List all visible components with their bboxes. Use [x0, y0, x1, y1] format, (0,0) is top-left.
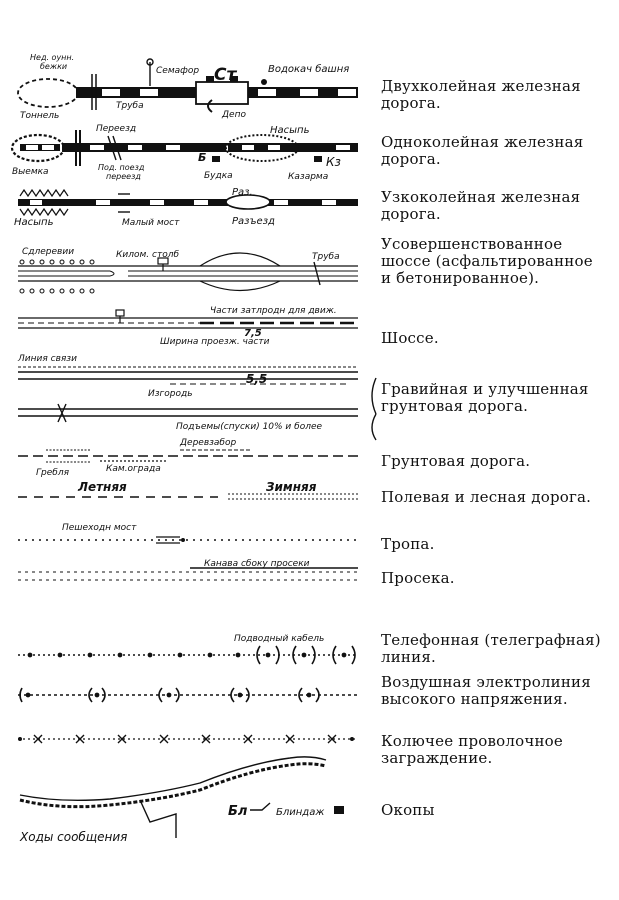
label-summer: Летняя: [78, 480, 127, 494]
label-bl: Бл: [228, 804, 248, 819]
label-slopes: Подъемы(спуски) 10% и более: [176, 422, 323, 432]
symbol-telephone-line: [18, 646, 358, 664]
label-winter: Зимняя: [266, 480, 317, 494]
label-embankment: Насыпь: [270, 125, 310, 136]
label-communication: Ходы сообщения: [20, 830, 128, 844]
label-wood-fence: Деревзабор: [180, 438, 237, 448]
label-small-bridge: Малый мост: [122, 218, 180, 228]
water-tower-dot: [261, 79, 267, 85]
label-width: Ширина проезж. части: [160, 337, 270, 347]
bracket-left: [372, 378, 376, 414]
rail-band: [18, 199, 358, 206]
label-width-value: 7,5: [244, 328, 262, 339]
label-blindage: Блиндаж: [276, 807, 325, 818]
desc-power-line: Воздушная электролиния высокого напряжения.: [381, 673, 591, 708]
label-cutting: Выемка: [12, 167, 49, 177]
symbol-barbed-wire: [18, 735, 358, 743]
label-fence: Изгородь: [148, 389, 193, 399]
label-pipe: Труба: [116, 101, 144, 111]
label-depot: Депо: [222, 110, 246, 120]
label-booth: Будка: [204, 171, 233, 181]
bracket-left-2: [372, 414, 376, 440]
desc-trail: Тропа.: [381, 535, 435, 553]
label-causeway: Гребля: [36, 468, 69, 478]
label-siding: Разъезд: [232, 216, 275, 227]
label-b: Б: [198, 151, 207, 164]
symbol-trail: [18, 537, 358, 543]
desc-highway: Шоссе.: [381, 329, 439, 347]
station-building: [196, 82, 248, 104]
tunnel-outline: [18, 79, 78, 107]
desc-narrow-gauge-railway: Узкоколейная железная дорога.: [381, 188, 581, 223]
rail-band: [62, 143, 358, 152]
symbol-dirt-road: [18, 450, 358, 462]
label-tunnel-entrance-2: бежки: [40, 62, 68, 71]
desc-dirt-road: Грунтовая дорога.: [381, 452, 531, 470]
label-station: Ст: [214, 65, 237, 85]
desc-trenches: Окопы: [381, 801, 435, 819]
label-pipe-hw: Труба: [312, 252, 340, 262]
label-underground-cable: Подводный кабель: [234, 634, 325, 644]
label-tunnel: Тоннель: [20, 111, 60, 121]
label-barracks: Казарма: [288, 172, 329, 182]
label-width-value-gravel: 5,5: [246, 372, 268, 386]
desc-cutline: Просека.: [381, 569, 455, 587]
label-siding-abbr: Раз.: [232, 187, 253, 198]
label-foot-bridge: Пешеходн мост: [62, 523, 137, 533]
label-avenues: Сдлеревии: [22, 247, 75, 257]
symbol-field-forest-road: [18, 494, 358, 499]
symbol-cutline: [18, 568, 358, 580]
desc-double-track-railway: Двухколейная железная дорога.: [381, 77, 581, 112]
symbol-narrow-gauge-railway: [18, 190, 358, 215]
symbol-improved-highway: [18, 253, 358, 291]
label-underpass-2: переезд: [106, 172, 141, 181]
desc-gravel-road: Гравийная и улучшенная грунтовая дорога.: [381, 380, 589, 415]
label-km-post: Килом. столб: [116, 250, 180, 260]
label-comm-line: Линия связи: [18, 354, 77, 364]
symbol-trenches: [20, 757, 344, 838]
label-ke: Кз: [326, 155, 341, 169]
desc-field-forest-road: Полевая и лесная дорога.: [381, 488, 592, 506]
label-underpass: Под. поезд: [98, 163, 145, 172]
label-ditch: Канава сбоку просеки: [204, 559, 310, 569]
label-crossing: Переезд: [96, 124, 137, 134]
label-semaphore: Семафор: [156, 66, 200, 76]
label-parts-paved: Части затлродн для движ.: [210, 306, 337, 316]
symbol-power-line: [18, 688, 358, 702]
label-tunnel-entrance: Нед. оунн.: [30, 53, 75, 62]
label-embankment-ng: Насыпь: [14, 217, 54, 228]
desc-improved-highway: Усовершенствованное шоссе (асфальтированное и бетонированное).: [381, 235, 593, 287]
desc-single-track-railway: Одноколейная железная дорога.: [381, 133, 584, 168]
label-water-tower: Водокач башня: [268, 64, 350, 75]
desc-telephone-line: Телефонная (телеграфная) линия.: [381, 631, 601, 666]
label-stone-fence: Кам.ограда: [106, 464, 161, 474]
desc-barbed-wire: Колючее проволочное заграждение.: [381, 732, 563, 767]
